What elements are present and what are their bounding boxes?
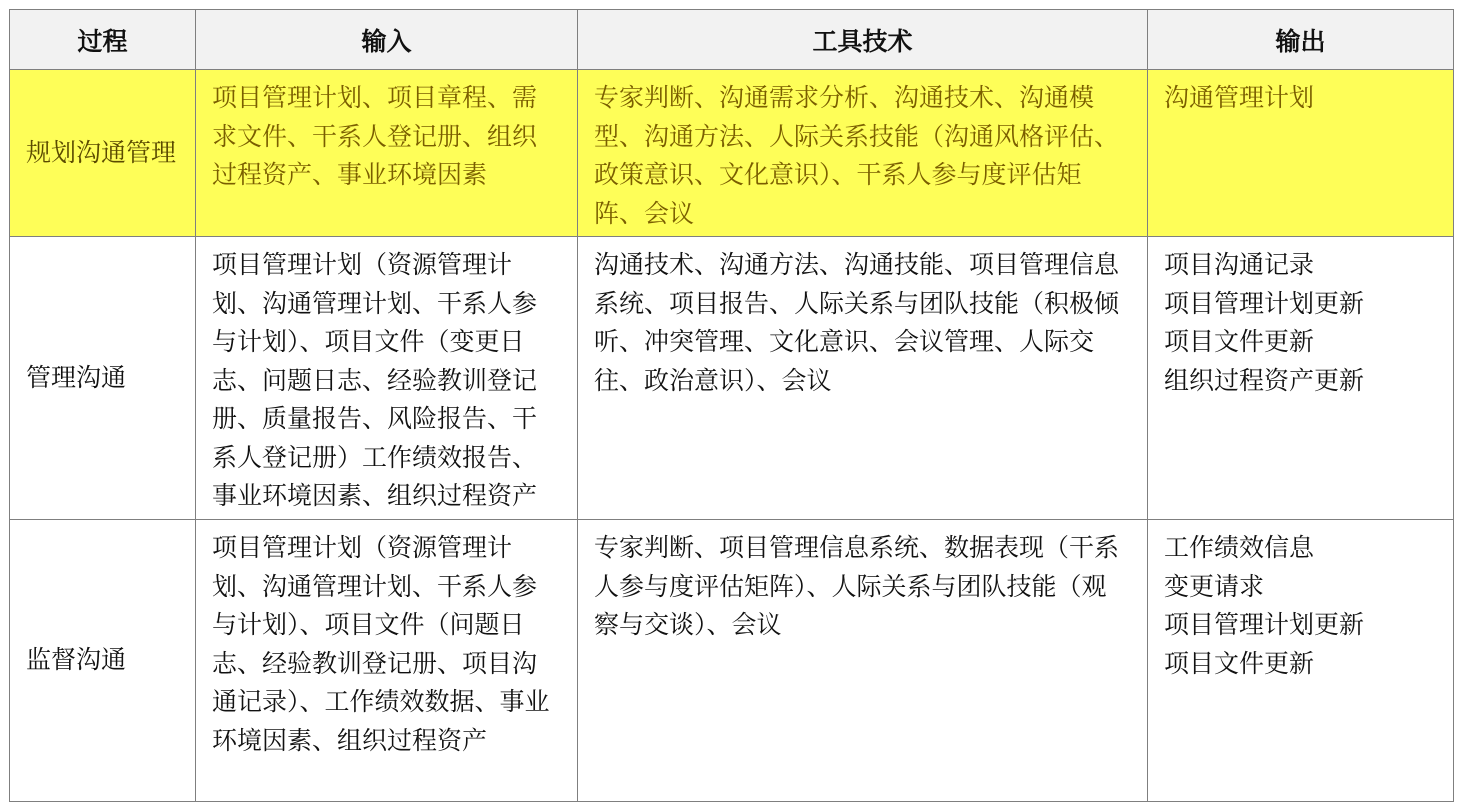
communication-process-table: [9, 9, 1454, 802]
table-row-manage-communications: [10, 237, 1454, 520]
header-row: [10, 10, 1454, 70]
output-item: 项目文件更新: [1164, 648, 1315, 678]
header-tools: 工具技术: [578, 10, 1148, 70]
tools-cell: 沟通技术、沟通方法、沟通技能、项目管理信息系统、项目报告、人际关系与团队技能（积极倾听、冲突管理、文化意识、会议管理、人际交往、政治意识）、会议: [578, 237, 1148, 520]
outputs-cell: [1148, 237, 1454, 520]
header-inputs: 输入: [196, 10, 578, 70]
process-table-container: [9, 9, 1454, 802]
output-item: 沟通管理计划: [1164, 83, 1315, 112]
table-row-monitor-communications: [10, 520, 1454, 802]
header-outputs: 输出: [1148, 10, 1454, 70]
inputs-cell: 项目管理计划（资源管理计划、沟通管理计划、干系人参与计划）、项目文件（变更日志、问题日志、经验教训登记册、质量报告、风险报告、干系人登记册）工作绩效报告、事业环境因素、组织过程资产: [196, 237, 578, 520]
process-cell: 监督沟通: [10, 520, 196, 802]
tools-cell: 专家判断、沟通需求分析、沟通技术、沟通模型、沟通方法、人际关系技能（沟通风格评估、政策意识、文化意识）、干系人参与度评估矩阵、会议: [578, 70, 1148, 237]
output-item: 项目文件更新: [1164, 327, 1315, 356]
process-cell: 规划沟通管理: [10, 70, 196, 237]
inputs-cell: 项目管理计划、项目章程、需求文件、干系人登记册、组织过程资产、事业环境因素: [196, 70, 578, 237]
output-item: 项目管理计划更新: [1164, 288, 1365, 318]
header-process: 过程: [10, 10, 196, 70]
output-item: 组织过程资产更新: [1164, 365, 1365, 395]
table-row-plan-communications: [10, 70, 1454, 237]
process-cell: 管理沟通: [10, 237, 196, 520]
outputs-cell: [1148, 70, 1454, 237]
inputs-cell: 项目管理计划（资源管理计划、沟通管理计划、干系人参与计划）、项目文件（问题日志、经验教训登记册、项目沟通记录）、工作绩效数据、事业环境因素、组织过程资产: [196, 520, 578, 802]
tools-cell: 专家判断、项目管理信息系统、数据表现（干系人参与度评估矩阵）、人际关系与团队技能（观察与交谈）、会议: [578, 520, 1148, 802]
outputs-cell: [1148, 520, 1454, 802]
output-item: 项目沟通记录: [1164, 250, 1315, 279]
output-item: 变更请求: [1164, 571, 1265, 601]
output-item: 项目管理计划更新: [1164, 610, 1365, 639]
output-item: 工作绩效信息: [1164, 533, 1315, 562]
